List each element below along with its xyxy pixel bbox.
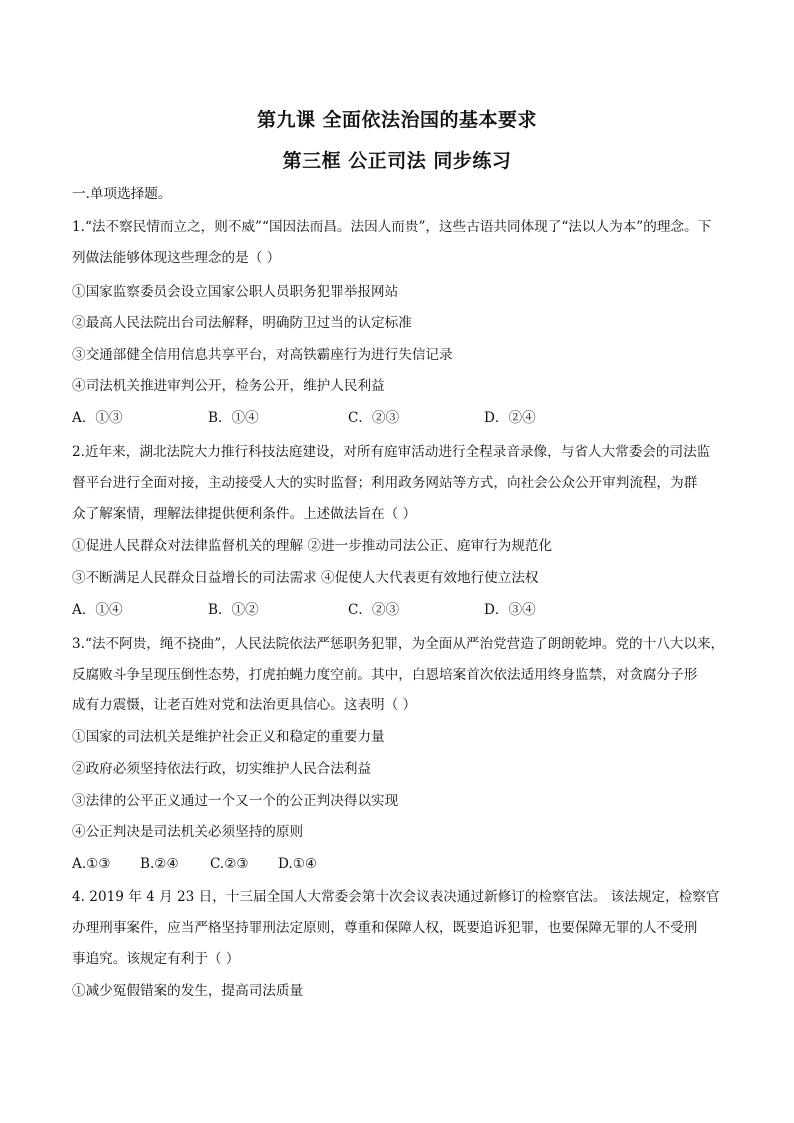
option-c: C．②③ (348, 410, 400, 426)
question-3-stem-line: 反腐败斗争呈现压倒性态势，打虎拍蝇力度空前。其中，白恩培案首次依法适用终身监禁，对贪腐分子形 (72, 667, 698, 683)
question-2-stem-line: 2.近年来，湖北法院大力推行科技法庭建设，对所有庭审活动进行全程录音录像，与省人大常委会的司法监 (72, 444, 711, 460)
option-b: B.②④ (140, 856, 179, 872)
option-d: D.①④ (278, 856, 318, 872)
option-b: B．①② (208, 602, 259, 618)
question-2-stem-line: 督平台进行全面对接，主动接受人大的实时监督；利用政务网站等方式，向社会公众公开审判流程，为群 (72, 475, 698, 491)
question-1-stem-line: 1.“法不察民情而立之，则不威”“国因法而昌。法因人而贵”，这些古语共同体现了“法以人为本”的理念。下 (72, 219, 712, 235)
question-2-item: ③不断满足人民群众日益增长的司法需求 ④促使人大代表更有效地行使立法权 (72, 570, 539, 586)
option-a: A.①③ (72, 856, 111, 872)
question-1-item: ②最高人民法院出台司法解释，明确防卫过当的认定标准 (72, 315, 412, 331)
question-1-item: ④司法机关推进审判公开，检务公开，维护人民利益 (72, 378, 385, 394)
option-c: C.②③ (210, 856, 249, 872)
question-2-stem-line: 众了解案情，理解法律提供便利条件。上述做法旨在（ ） (72, 506, 417, 522)
question-3-item: ③法律的公平正义通过一个又一个的公正判决得以实现 (72, 793, 399, 809)
question-4-item: ①减少冤假错案的发生，提高司法质量 (72, 983, 304, 999)
question-4-stem-line: 事追究。该规定有利于（ ） (72, 951, 240, 967)
question-2-item: ①促进人民群众对法律监督机关的理解 ②进一步推动司法公正、庭审行为规范化 (72, 538, 553, 554)
question-4-stem-line: 办理刑事案件，应当严格坚持罪刑法定原则，尊重和保障人权，既要追诉犯罪，也要保障无罪的人不受刑 (72, 920, 698, 936)
option-a: A．①③ (72, 410, 123, 426)
question-1-item: ①国家监察委员会设立国家公职人员职务犯罪举报网站 (72, 284, 399, 300)
option-b: B．①④ (208, 410, 259, 426)
question-3-item: ①国家的司法机关是维护社会正义和稳定的重要力量 (72, 729, 385, 745)
question-1-item: ③交通部健全信用信息共享平台，对高铁霸座行为进行失信记录 (72, 347, 453, 363)
question-4-stem-line: 4. 2019 年 4 月 23 日，十三届全国人大常委会第十次会议表决通过新修订的检察官法。 该法规定，检察官 (72, 889, 720, 905)
section-heading: 一.单项选择题。 (72, 186, 172, 202)
option-d: D．③④ (484, 602, 536, 618)
option-c: C．②③ (348, 602, 400, 618)
question-1-stem-line: 列做法能够体现这些理念的是（ ） (72, 250, 281, 266)
question-3-stem-line: 3.“法不阿贵，绳不挠曲”，人民法院依法严惩职务犯罪，为全面从严治党营造了朗朗乾坤。党的十八大以来， (72, 636, 725, 652)
question-3-stem-line: 成有力震慑，让老百姓对党和法治更具信心。这表明（ ） (72, 697, 417, 713)
question-3-item: ②政府必须坚持依法行政，切实维护人民合法利益 (72, 761, 372, 777)
page-title: 第九课 全面依法治国的基本要求 (256, 109, 538, 131)
option-d: D．②④ (484, 410, 536, 426)
question-3-item: ④公正判决是司法机关必须坚持的原则 (72, 824, 304, 840)
option-a: A．①④ (72, 602, 123, 618)
page-subtitle: 第三框 公正司法 同步练习 (282, 150, 512, 172)
